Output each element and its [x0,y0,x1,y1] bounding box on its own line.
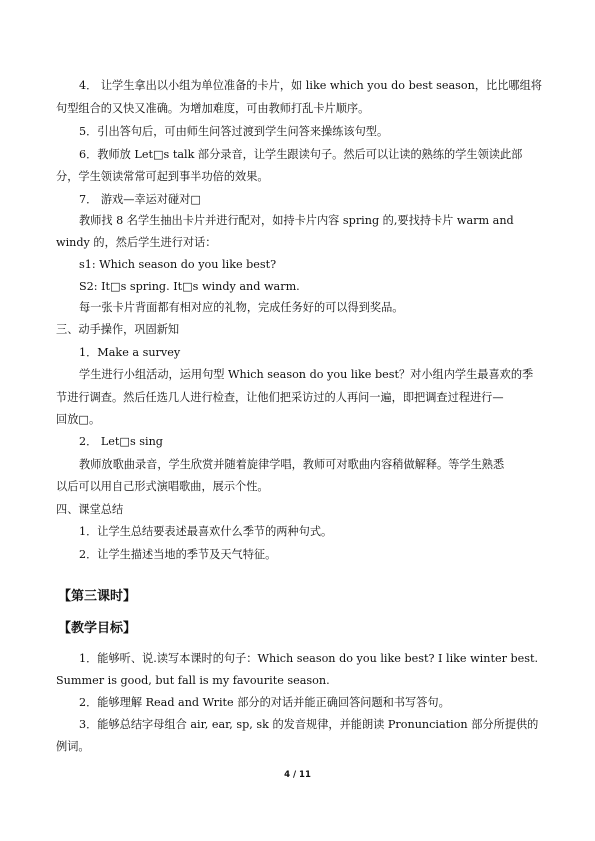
paragraph-line: 回放□。 [56,413,101,426]
paragraph-line: 7． 游戏—幸运对碰对□ [79,193,201,206]
paragraph-line: 学生进行小组活动，运用句型 Which season do you like best？对小组内学生最喜欢的季 [79,368,534,381]
paragraph-line: 6．教师放 Let□s talk 部分录音，让学生跟读句子。然后可以让读的熟练的学生领读此部 [79,148,523,161]
paragraph-line: 2．能够理解 Read and Write 部分的对话并能正确回答问题和书写答句。 [79,696,450,709]
paragraph-line: 教师找 8 名学生抽出卡片并进行配对，如持卡片内容 spring 的,要找持卡片 warm and [79,214,514,227]
dialogue-line: s1: Which season do you like best? [79,258,277,271]
page-number: 4 / 11 [284,770,311,780]
paragraph-line: 3．能够总结字母组合 air, ear, sp, sk 的发音规律，并能朗读 Pronunciation 部分所提供的 [79,718,539,731]
paragraph-line: 5．引出答句后，可由师生问答过渡到学生问答来操练该句型。 [79,125,389,138]
paragraph-line: 4． 让学生拿出以小组为单位准备的卡片，如 like which you do best season，比比哪组将 [79,79,542,92]
paragraph-line: 1．让学生总结要表述最喜欢什么季节的两种句式。 [79,525,333,538]
lesson-heading: 【第三课时】 [58,589,137,604]
section-heading: 四、课堂总结 [56,503,124,516]
paragraph-line: 句型组合的又快又准确。为增加难度，可由教师打乱卡片顺序。 [56,102,370,115]
paragraph-line: 每一张卡片背面都有相对应的礼物，完成任务好的可以得到奖品。 [79,301,404,314]
objectives-heading: 【教学目标】 [58,621,137,636]
paragraph-line: 分，学生领读常常可起到事半功倍的效果。 [56,170,269,183]
paragraph-line: 1．Make a survey [79,346,181,359]
paragraph-line: 2．让学生描述当地的季节及天气特征。 [79,548,277,561]
section-heading: 三、动手操作，巩固新知 [56,323,180,336]
paragraph-line: 教师放歌曲录音，学生欣赏并随着旋律学唱，教师可对歌曲内容稍做解释。等学生熟悉 [79,458,505,471]
dialogue-line: S2: It□s spring. It□s windy and warm. [79,280,300,293]
paragraph-line: 例词。 [56,740,90,753]
paragraph-line: 以后可以用自己形式演唱歌曲，展示个性。 [56,480,269,493]
paragraph-line: windy 的，然后学生进行对话： [56,236,217,249]
paragraph-line: Summer is good, but fall is my favourite season. [56,674,330,687]
paragraph-line: 节进行调查。然后任选几人进行检查，让他们把采访过的人再问一遍，即把调查过程进行— [56,391,504,404]
paragraph-line: 2． Let□s sing [79,435,163,448]
paragraph-line: 1．能够听、说.读写本课时的句子：Which season do you like best? I like winter best. [79,652,539,665]
